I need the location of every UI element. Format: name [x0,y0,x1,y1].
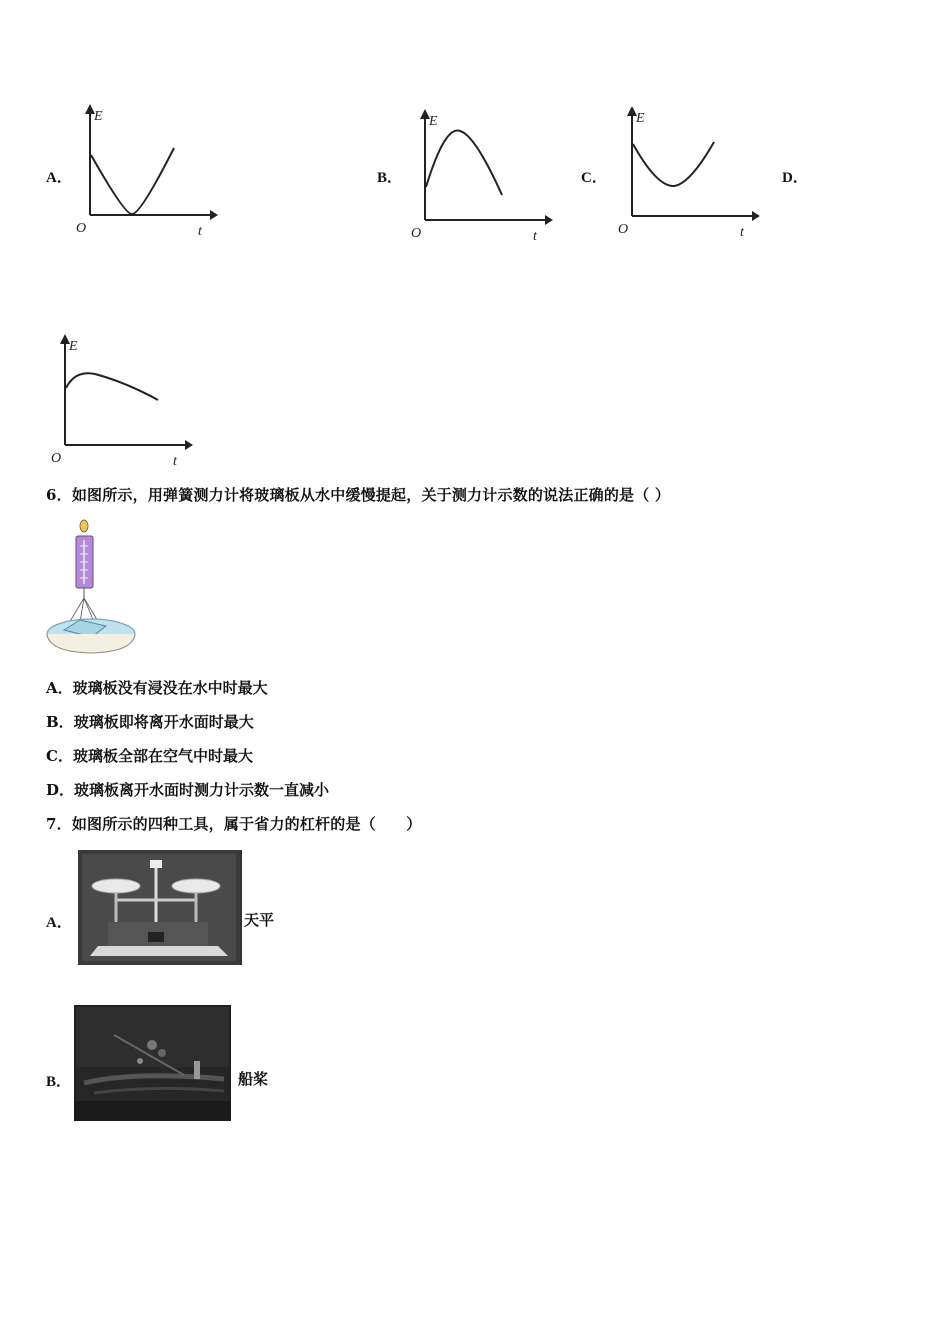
balance-svg [78,850,240,965]
graph-d-label-t: t [173,454,177,469]
graph-c-curve [633,142,714,186]
graph-c-x-arrow [752,211,760,221]
graph-d-x-arrow [185,440,193,450]
graph-a-curve [91,148,174,214]
spring-scale-figure [44,516,144,662]
q6-option-b-letter: B． [46,713,74,731]
graph-c [612,102,772,242]
oar-svg [74,1005,231,1121]
graph-a-x-arrow [210,210,218,220]
spring-scale-svg [44,516,144,658]
q6-option-b[interactable] [46,711,254,732]
graph-a-label-o: O [76,221,87,236]
q6-option-d-letter: D． [46,781,75,799]
graph-b-label-e: E [429,114,438,129]
graph-c-svg [612,102,772,242]
dish-rim [47,634,135,653]
graph-d-curve [66,373,158,400]
q6-option-c-letter: C． [46,747,73,765]
option-a-letter: A． [46,170,72,186]
q6-option-b-text: 玻璃板即将离开水面时最大 [73,713,254,731]
graph-a [70,100,230,240]
q7-option-a-letter: A． [46,915,72,931]
q6-option-a-letter: A． [46,679,73,697]
q6-option-a-text: 玻璃板没有浸没在水中时最大 [72,679,268,697]
balance-photo [78,850,242,965]
q6-stem: 6．如图所示，用弹簧测力计将玻璃板从水中缓慢提起，关于测力计示数的说法正确的是（ ） [46,486,671,504]
option-c-letter: C． [581,170,607,186]
q6-option-a[interactable] [46,677,268,698]
q7-option-a-caption: 天平 [244,911,275,929]
q6-option-d[interactable] [46,779,329,800]
graph-a-svg [70,100,230,240]
graph-a-label-e: E [94,109,103,124]
graph-d-label-o: O [51,451,62,466]
q6-option-c[interactable] [46,745,253,766]
graph-b-curve [426,130,502,195]
q7-stem: 7．如图所示的四种工具，属于省力的杠杆的是（ ） [46,815,422,833]
oar-photo [74,1005,231,1121]
graph-b-label-o: O [411,226,422,241]
q6-option-d-text: 玻璃板离开水面时测力计示数一直减小 [74,781,330,799]
graph-b-x-arrow [545,215,553,225]
q7-option-b-letter: B． [46,1074,72,1090]
q7-option-b-caption: 船桨 [238,1070,269,1088]
q6-option-c-text: 玻璃板全部在空气中时最大 [72,747,253,765]
graph-c-label-t: t [740,225,744,240]
graph-a-label-t: t [198,224,202,239]
graph-b-label-t: t [533,229,537,244]
graph-c-label-o: O [618,222,629,237]
option-b-letter: B． [377,170,403,186]
graph-d-label-e: E [69,339,78,354]
graph-d [45,330,205,470]
graph-d-svg [45,330,205,470]
option-d-letter: D． [782,170,808,186]
graph-b [405,105,565,245]
hook-icon [80,520,88,532]
graph-c-label-e: E [636,111,645,126]
graph-b-svg [405,105,565,245]
